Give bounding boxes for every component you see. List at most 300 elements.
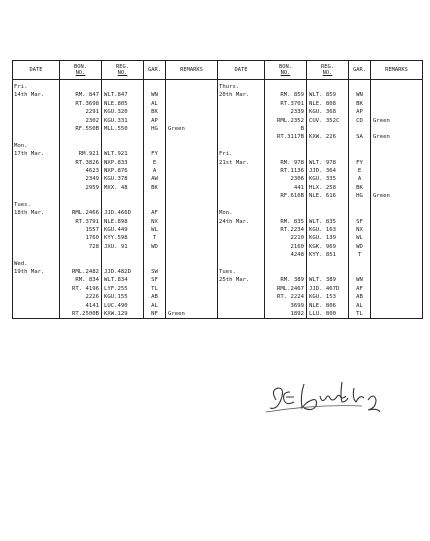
gar-cell: WN — [144, 91, 166, 99]
date-cell — [218, 226, 265, 234]
header-date: DATE — [13, 61, 60, 80]
remarks-cell — [371, 150, 423, 158]
remarks-cell — [371, 91, 423, 99]
gar-cell — [349, 142, 371, 150]
remarks-cell: Green — [166, 310, 218, 319]
table-row — [13, 285, 423, 293]
table-row — [13, 293, 423, 301]
bon-cell: 441 — [265, 184, 307, 192]
gar-cell: WD — [349, 243, 371, 251]
bon-cell: RM.921 — [60, 150, 102, 158]
remarks-cell — [166, 184, 218, 192]
reg-cell: NLE. 806 — [307, 302, 349, 310]
gar-cell — [144, 192, 166, 200]
remarks-cell — [371, 251, 423, 259]
table-row — [13, 260, 423, 268]
bon-cell: RT.1136 — [265, 167, 307, 175]
gar-cell — [349, 201, 371, 209]
table-row — [13, 226, 423, 234]
bon-cell: RML.2482 — [60, 268, 102, 276]
bon-cell: 1760 — [60, 234, 102, 242]
reg-cell: JJD.482D — [102, 268, 144, 276]
remarks-cell: Green — [371, 192, 423, 200]
bon-cell: RT.3826 — [60, 159, 102, 167]
date-cell — [13, 125, 60, 133]
gar-cell: FY — [144, 150, 166, 158]
bon-cell: 4623 — [60, 167, 102, 175]
reg-cell — [307, 150, 349, 158]
remarks-cell — [166, 150, 218, 158]
date-cell — [13, 276, 60, 284]
bon-cell: RM. 389 — [265, 276, 307, 284]
remarks-cell — [166, 192, 218, 200]
handwritten-signature — [258, 370, 388, 430]
date-cell — [13, 117, 60, 125]
table-row — [13, 175, 423, 183]
bon-cell — [265, 209, 307, 217]
remarks-cell — [166, 293, 218, 301]
bon-cell — [265, 80, 307, 92]
reg-cell — [307, 260, 349, 268]
reg-cell — [102, 142, 144, 150]
gar-cell: BK — [144, 108, 166, 116]
allocation-sheet — [12, 60, 422, 319]
gar-cell: A — [349, 175, 371, 183]
gar-cell: WD — [144, 243, 166, 251]
reg-cell: KGU.378 — [102, 175, 144, 183]
reg-cell: WLT.834 — [102, 276, 144, 284]
date-cell — [218, 100, 265, 108]
date-cell: 18th Mar. — [13, 209, 60, 217]
reg-cell: KGU. 163 — [307, 226, 349, 234]
table-row — [13, 91, 423, 99]
bon-cell — [265, 201, 307, 209]
date-cell — [13, 285, 60, 293]
gar-cell — [349, 125, 371, 133]
gar-cell — [144, 251, 166, 259]
gar-cell: AB — [144, 293, 166, 301]
reg-cell: KGU.320 — [102, 108, 144, 116]
gar-cell: BK — [349, 100, 371, 108]
gar-cell: NX — [349, 226, 371, 234]
date-cell — [218, 310, 265, 319]
table-row — [13, 150, 423, 158]
gar-cell: AF — [144, 209, 166, 217]
gar-cell: SA — [349, 133, 371, 141]
date-cell — [218, 117, 265, 125]
reg-cell: WLT. 978 — [307, 159, 349, 167]
reg-cell: KGU. 368 — [307, 108, 349, 116]
date-cell — [13, 159, 60, 167]
bon-cell: 728 — [60, 243, 102, 251]
reg-cell: NLE. 616 — [307, 192, 349, 200]
date-cell — [218, 184, 265, 192]
remarks-cell — [371, 80, 423, 92]
gar-cell — [144, 201, 166, 209]
remarks-cell — [371, 243, 423, 251]
table-row — [13, 310, 423, 319]
date-cell: Tues. — [13, 201, 60, 209]
reg-cell: KYY.598 — [102, 234, 144, 242]
bon-cell — [265, 142, 307, 150]
date-cell: 24th Mar. — [218, 218, 265, 226]
remarks-cell — [166, 209, 218, 217]
bon-cell: 2306 — [265, 175, 307, 183]
table-body — [13, 80, 423, 319]
remarks-cell — [371, 108, 423, 116]
bon-cell: RM. 859 — [265, 91, 307, 99]
bon-cell: 4141 — [60, 302, 102, 310]
remarks-cell — [371, 234, 423, 242]
remarks-cell — [166, 201, 218, 209]
date-cell — [218, 167, 265, 175]
bon-cell: RT. 2224 — [265, 293, 307, 301]
bon-cell: RML.2352 — [265, 117, 307, 125]
table-row — [13, 108, 423, 116]
reg-cell: KXW.129 — [102, 310, 144, 319]
gar-cell: T — [349, 251, 371, 259]
bon-cell: B — [265, 125, 307, 133]
remarks-cell — [371, 276, 423, 284]
header-date: DATE — [218, 61, 265, 80]
gar-cell: AP — [349, 108, 371, 116]
reg-cell: MLL.550 — [102, 125, 144, 133]
bon-cell: 2291 — [60, 108, 102, 116]
gar-cell: AL — [144, 100, 166, 108]
reg-cell: NXP.876 — [102, 167, 144, 175]
reg-cell: LUC.490 — [102, 302, 144, 310]
reg-cell: MXX. 48 — [102, 184, 144, 192]
reg-cell: WLT.921 — [102, 150, 144, 158]
date-cell: 20th Mar. — [218, 91, 265, 99]
remarks-cell — [166, 302, 218, 310]
header-remarks: REMARKS — [371, 61, 423, 80]
bon-cell: 4248 — [265, 251, 307, 259]
reg-cell: JJD. 364 — [307, 167, 349, 175]
reg-cell: LLU. 800 — [307, 310, 349, 319]
gar-cell: HG — [349, 192, 371, 200]
remarks-cell — [371, 184, 423, 192]
table-row — [13, 125, 423, 133]
gar-cell: BK — [144, 184, 166, 192]
remarks-cell — [166, 226, 218, 234]
remarks-cell — [166, 234, 218, 242]
remarks-cell — [371, 310, 423, 319]
remarks-cell — [166, 133, 218, 141]
remarks-cell — [371, 201, 423, 209]
date-cell — [13, 218, 60, 226]
date-cell — [218, 201, 265, 209]
gar-cell: BK — [349, 184, 371, 192]
reg-cell — [307, 201, 349, 209]
date-cell — [218, 133, 265, 141]
bon-cell: 2226 — [60, 293, 102, 301]
gar-cell: AL — [349, 302, 371, 310]
date-cell — [13, 226, 60, 234]
bon-cell: RML.2467 — [265, 285, 307, 293]
remarks-cell — [371, 125, 423, 133]
date-cell: Fri. — [13, 80, 60, 92]
bon-cell: 1892 — [265, 310, 307, 319]
gar-cell: AF — [349, 285, 371, 293]
gar-cell — [144, 260, 166, 268]
date-cell: 17th Mar. — [13, 150, 60, 158]
bus-allocation-table — [12, 60, 423, 319]
table-row — [13, 100, 423, 108]
date-cell: 21st Mar. — [218, 159, 265, 167]
remarks-cell: Green — [371, 117, 423, 125]
gar-cell: NX — [144, 218, 166, 226]
remarks-cell — [371, 100, 423, 108]
gar-cell: E — [349, 167, 371, 175]
date-cell: Thurs. — [218, 80, 265, 92]
date-cell: 19th Mar. — [13, 268, 60, 276]
bon-cell: RT. 4196 — [60, 285, 102, 293]
date-cell — [13, 175, 60, 183]
reg-cell: KYY. 851 — [307, 251, 349, 259]
date-cell — [13, 234, 60, 242]
bon-cell: RML.2466 — [60, 209, 102, 217]
table-row — [13, 201, 423, 209]
reg-cell — [102, 80, 144, 92]
date-cell — [13, 243, 60, 251]
remarks-cell — [166, 142, 218, 150]
bon-cell: 2339 — [265, 108, 307, 116]
reg-cell: NLE.805 — [102, 100, 144, 108]
bon-cell — [60, 80, 102, 92]
bon-cell: RT.3791 — [60, 218, 102, 226]
gar-cell: HG — [144, 125, 166, 133]
date-cell: 14th Mar. — [13, 91, 60, 99]
date-cell — [13, 302, 60, 310]
date-cell — [13, 192, 60, 200]
date-cell — [13, 167, 60, 175]
reg-cell — [307, 80, 349, 92]
gar-cell: SF — [349, 218, 371, 226]
remarks-cell — [166, 100, 218, 108]
remarks-cell — [371, 209, 423, 217]
reg-cell: NLE.898 — [102, 218, 144, 226]
reg-cell: KGU.449 — [102, 226, 144, 234]
reg-cell: JXU. 91 — [102, 243, 144, 251]
reg-cell: KGU.331 — [102, 117, 144, 125]
gar-cell — [144, 80, 166, 92]
bon-cell: RM. 978 — [265, 159, 307, 167]
gar-cell: AW — [144, 175, 166, 183]
reg-cell — [307, 209, 349, 217]
date-cell — [218, 108, 265, 116]
table-row — [13, 117, 423, 125]
gar-cell: WN — [349, 91, 371, 99]
header-bon: BON. NO. — [60, 61, 102, 80]
gar-cell: SF — [144, 276, 166, 284]
header-gar: GAR. — [349, 61, 371, 80]
bon-cell — [265, 260, 307, 268]
date-cell: Wed. — [13, 260, 60, 268]
remarks-cell — [166, 251, 218, 259]
remarks-cell — [166, 167, 218, 175]
date-cell — [13, 251, 60, 259]
header-remarks: REMARKS — [166, 61, 218, 80]
reg-cell: LYF.255 — [102, 285, 144, 293]
bon-cell: RT.2500B — [60, 310, 102, 319]
table-row — [13, 80, 423, 92]
reg-cell: HLX. 258 — [307, 184, 349, 192]
date-cell — [218, 285, 265, 293]
date-cell — [218, 125, 265, 133]
bon-cell: 2959 — [60, 184, 102, 192]
gar-cell — [349, 260, 371, 268]
header-reg: REG. NO. — [307, 61, 349, 80]
bon-cell — [265, 268, 307, 276]
table-row — [13, 276, 423, 284]
header-row — [13, 61, 423, 80]
remarks-cell — [371, 268, 423, 276]
gar-cell — [349, 80, 371, 92]
reg-cell — [102, 201, 144, 209]
gar-cell — [144, 133, 166, 141]
bon-cell — [60, 192, 102, 200]
remarks-cell — [371, 167, 423, 175]
date-cell — [13, 310, 60, 319]
bon-cell: 2349 — [60, 175, 102, 183]
table-row — [13, 268, 423, 276]
bon-cell: 2302 — [60, 117, 102, 125]
gar-cell — [349, 209, 371, 217]
header-reg: REG. NO. — [102, 61, 144, 80]
reg-cell: CUV. 352C — [307, 117, 349, 125]
bon-cell: RT.3698 — [60, 100, 102, 108]
remarks-cell — [166, 260, 218, 268]
bon-cell — [60, 142, 102, 150]
reg-cell: WLT. 859 — [307, 91, 349, 99]
remarks-cell — [371, 226, 423, 234]
reg-cell: JJD.466D — [102, 209, 144, 217]
date-cell — [218, 293, 265, 301]
table-row — [13, 251, 423, 259]
gar-cell: WL — [349, 234, 371, 242]
reg-cell: WLT. 389 — [307, 276, 349, 284]
reg-cell — [102, 192, 144, 200]
table-row — [13, 192, 423, 200]
bon-cell — [60, 133, 102, 141]
table-row — [13, 234, 423, 242]
header-bon: BON. NO. — [265, 61, 307, 80]
gar-cell: CD — [349, 117, 371, 125]
remarks-cell: Green — [371, 133, 423, 141]
date-cell: Mon. — [13, 142, 60, 150]
gar-cell: TL — [349, 310, 371, 319]
table-row — [13, 243, 423, 251]
remarks-cell — [166, 91, 218, 99]
remarks-cell — [371, 159, 423, 167]
bon-cell: RT.2234 — [265, 226, 307, 234]
bon-cell: 3699 — [265, 302, 307, 310]
bon-cell: 2160 — [265, 243, 307, 251]
date-cell: Mon. — [218, 209, 265, 217]
table-row — [13, 302, 423, 310]
header-gar: GAR. — [144, 61, 166, 80]
gar-cell: WL — [144, 226, 166, 234]
gar-cell: AL — [144, 302, 166, 310]
reg-cell: WLT. 835 — [307, 218, 349, 226]
remarks-cell: Green — [166, 125, 218, 133]
date-cell: Fri. — [218, 150, 265, 158]
remarks-cell — [166, 108, 218, 116]
reg-cell: KXW. 226 — [307, 133, 349, 141]
reg-cell — [102, 251, 144, 259]
remarks-cell — [166, 159, 218, 167]
date-cell: Tues. — [218, 268, 265, 276]
gar-cell: A — [144, 167, 166, 175]
reg-cell: KGU.155 — [102, 293, 144, 301]
table-row — [13, 133, 423, 141]
reg-cell: NLE. 808 — [307, 100, 349, 108]
reg-cell: KGU. 139 — [307, 234, 349, 242]
gar-cell — [349, 268, 371, 276]
gar-cell: T — [144, 234, 166, 242]
date-cell — [13, 108, 60, 116]
reg-cell: KGU. 335 — [307, 175, 349, 183]
gar-cell: NF — [144, 310, 166, 319]
table-row — [13, 218, 423, 226]
remarks-cell — [166, 268, 218, 276]
table-row — [13, 159, 423, 167]
remarks-cell — [371, 293, 423, 301]
gar-cell — [349, 150, 371, 158]
reg-cell — [102, 260, 144, 268]
bon-cell: RM. 847 — [60, 91, 102, 99]
bon-cell: RF.616B — [265, 192, 307, 200]
remarks-cell — [371, 260, 423, 268]
remarks-cell — [371, 175, 423, 183]
remarks-cell — [166, 218, 218, 226]
gar-cell: E — [144, 159, 166, 167]
bon-cell: RF.550B — [60, 125, 102, 133]
remarks-cell — [166, 276, 218, 284]
bon-cell — [265, 150, 307, 158]
reg-cell — [307, 268, 349, 276]
date-cell — [13, 133, 60, 141]
date-cell — [218, 192, 265, 200]
remarks-cell — [371, 142, 423, 150]
remarks-cell — [371, 302, 423, 310]
reg-cell: KGK. 969 — [307, 243, 349, 251]
bon-cell: 2210 — [265, 234, 307, 242]
remarks-cell — [166, 80, 218, 92]
bon-cell: RT.3701 — [265, 100, 307, 108]
remarks-cell — [166, 117, 218, 125]
table-row — [13, 184, 423, 192]
remarks-cell — [166, 175, 218, 183]
date-cell — [13, 184, 60, 192]
bon-cell — [60, 251, 102, 259]
bon-cell: RM. 835 — [265, 218, 307, 226]
table-row — [13, 142, 423, 150]
date-cell — [218, 142, 265, 150]
bon-cell — [60, 201, 102, 209]
date-cell — [218, 243, 265, 251]
gar-cell: TL — [144, 285, 166, 293]
date-cell — [218, 234, 265, 242]
bon-cell — [60, 260, 102, 268]
gar-cell: FY — [349, 159, 371, 167]
date-cell — [218, 302, 265, 310]
reg-cell: WLT.847 — [102, 91, 144, 99]
remarks-cell — [166, 285, 218, 293]
remarks-cell — [166, 243, 218, 251]
bon-cell: RT.3117B — [265, 133, 307, 141]
